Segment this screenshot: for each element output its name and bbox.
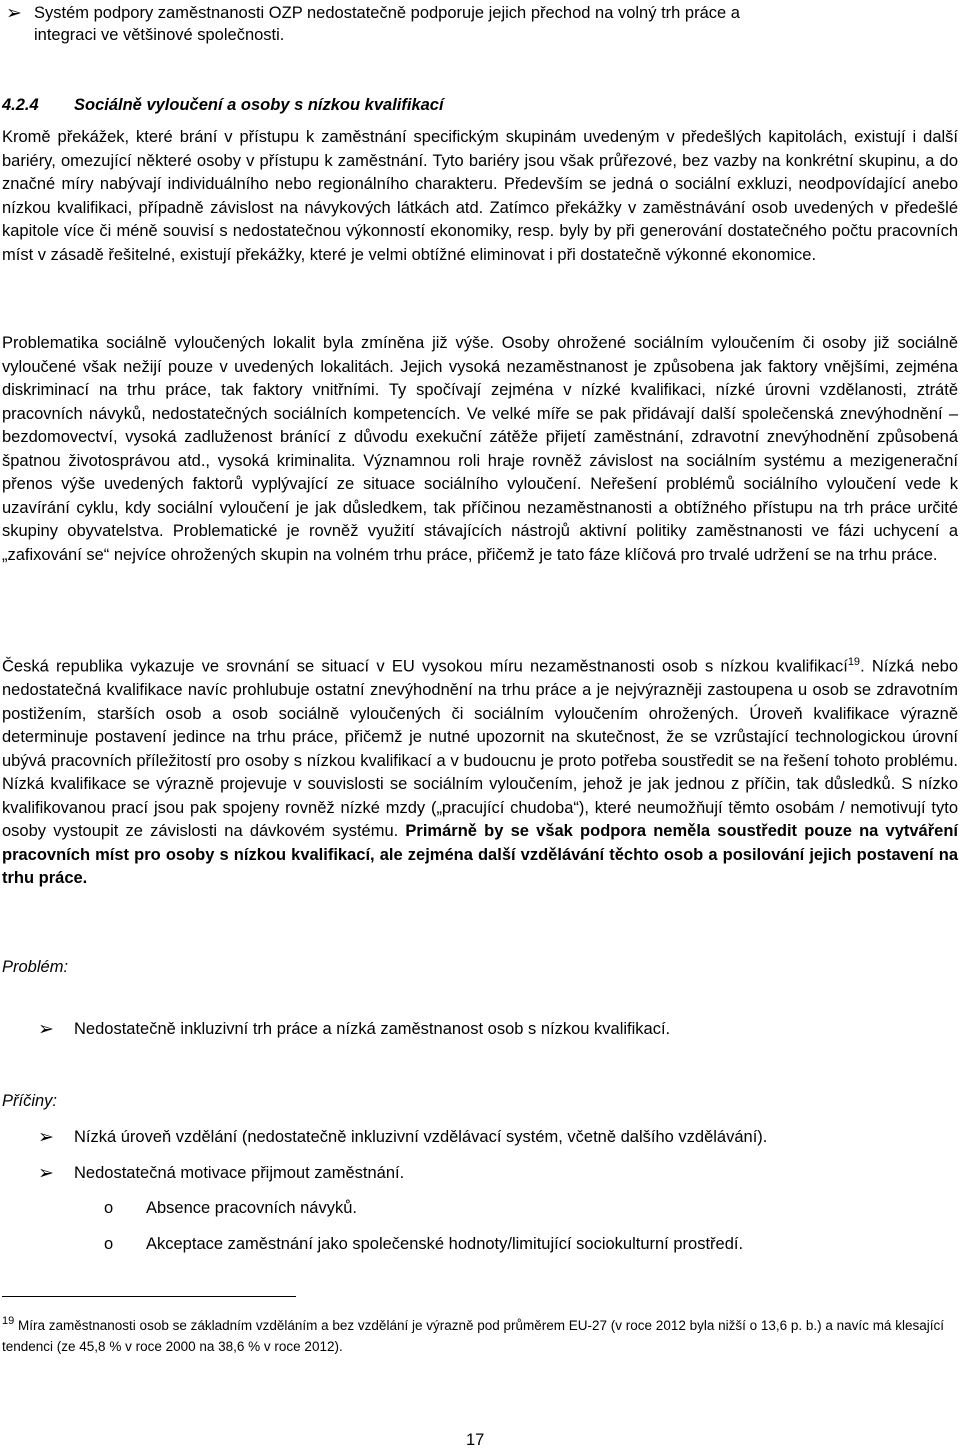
paragraph-3-text-b: . Nízká nebo nedostatečná kvalifikace navíc prohlubuje ostatní znevýhodnění na trhu práce a je nejvýrazněji zastoupena u osob se zdravotním postižením, starších osob a osob sociálně vyloučených či sociálním vyloučením ohrožených. Úroveň kvalifikace výrazně determinuje postavení jedince na trhu práce, přičemž je nutné upozornit na skutečnost, že se vzrůstající technologickou úrovní ubývá pracovních příležitostí pro osoby s nízkou kvalifikací a v budoucnu je proto potřeba soustředit se na řešení tohoto problému. Nízká kvalifikace se výrazně projevuje v souvislosti se sociálním vyloučením, jehož je jak jednou z příčin, tak důsledků. S nízko kvalifikovanou prací jsou pak spojeny rovněž nízké mzdy („pracující chudoba“), které neumožňují těmto osobám / nemotivují tyto osoby vystoupit ze závislosti na dávkovém systému. — [2, 657, 958, 840]
section-title: Sociálně vyloučení a osoby s nízkou kvalifikací — [74, 96, 444, 114]
cause-subitem-text: Absence pracovních návyků. — [146, 1199, 357, 1217]
footnote-separator — [2, 1296, 296, 1297]
causes-label: Příčiny: — [2, 1092, 58, 1110]
circle-bullet-icon: o — [104, 1199, 114, 1217]
section-number: 4.2.4 — [2, 96, 39, 114]
paragraph-3-bold: Primárně by se však podpora neměla soustředit pouze na vytváření pracovních míst pro osoby s nízkou kvalifikací, ale zejména další vzdělávání těchto osob a posilování jejich postavení na trhu práce. — [2, 822, 958, 887]
top-bullet-line1: Systém podpory zaměstnanosti OZP nedostatečně podporuje jejich přechod na volný trh práce a — [34, 4, 740, 22]
problem-label: Problém: — [2, 958, 69, 976]
arrow-bullet-icon: ➢ — [38, 1018, 54, 1040]
footnote-ref: 19 — [847, 656, 861, 668]
page-number: 17 — [466, 1431, 485, 1449]
section-heading — [2, 96, 444, 115]
circle-bullet-icon: o — [104, 1235, 114, 1253]
top-bullet-line2: integraci ve většinové společnosti. — [34, 26, 285, 44]
paragraph-3 — [2, 651, 958, 891]
footnote-number: 19 — [2, 1315, 15, 1327]
arrow-bullet-icon: ➢ — [38, 1162, 54, 1184]
paragraph-3-text-a: Česká republika vykazuje ve srovnání se situací v EU vysokou míru nezaměstnanosti osob s nízkou kvalifikací — [2, 657, 848, 676]
arrow-bullet-icon: ➢ — [38, 1126, 54, 1148]
cause-item-text: Nízká úroveň vzdělání (nedostatečně inkluzivní vzdělávací systém, včetně dalšího vzdělávání). — [74, 1128, 768, 1146]
cause-subitem-text: Akceptace zaměstnání jako společenské hodnoty/limitující sociokulturní prostředí. — [146, 1235, 744, 1253]
arrow-bullet-icon: ➢ — [6, 2, 22, 24]
footnote-text: Míra zaměstnanosti osob se základním vzděláním a bez vzdělání je výrazně pod průměrem EU-27 (v roce 2012 byla nižší o 13,6 p. b.) a navíc má klesající tendenci (ze 45,8 % v roce 2000 na 38,6 % v roce 2012). — [2, 1318, 944, 1354]
paragraph-2: Problematika sociálně vyloučených lokalit byla zmíněna již výše. Osoby ohrožené sociálním vyloučením či osoby již sociálně vyloučené však nežijí pouze v uvedených lokalitách. Jejich vysoká nezaměstnanost je způsobena jak faktory vnějšími, zejména diskriminací na trhu práce, tak faktory vnitřními. Ty spočívají zejména v nízké kvalifikaci, nízké úrovni vzdělanosti, ztrátě pracovních návyků, nedostatečných sociálních kompetencích. Ve velké míře se pak přidávají další společenská znevýhodnění – bezdomovectví, vysoká zadluženost bránící z důvodu exekuční zátěže přijetí zaměstnání, zdravotní znevýhodnění způsobená špatnou životosprávou atd., vysoká kriminalita. Významnou roli hraje rovněž závislost na sociálním systému a mezigenerační přenos výše uvedených faktorů vyplývající ze situace sociálního vyloučení. Neřešení problémů sociálního vyloučení vede k uzavírání cyklu, kdy sociální vyloučení je jak důsledkem, tak příčinou nezaměstnanosti a obtížného přístupu na trh práce určité skupiny obyvatelstva. Problematické je rovněž využití stávajících nástrojů aktivní politiky zaměstnanosti ve fázi uchycení a „zafixování se“ nejvíce ohrožených skupin na volném trhu práce, přičemž je tato fáze klíčová pro trvalé udržení se na trhu práce. — [2, 334, 958, 564]
paragraph-1: Kromě překážek, které brání v přístupu k zaměstnání specifickým skupinám uvedeným v předešlých kapitolách, existují i další bariéry, omezující některé osoby v přístupu k zaměstnání. Tyto bariéry jsou však průřezové, bez vazby na konkrétní skupinu, a do značné míry nabývají individuálního nebo regionálního charakteru. Především se jedná o sociální exkluzi, neodpovídající anebo nízkou kvalifikaci, případně závislost na návykových látkách atd. Zatímco překážky v zaměstnávání osob uvedených v předešlé kapitole více či méně souvisí s nedostatečnou výkonností ekonomiky, resp. byly by při generování dostatečného počtu pracovních míst v zásadě řešitelné, existují překážky, které je velmi obtížné eliminovat i při dostatečně výkonné ekonomice. — [2, 128, 958, 264]
cause-item-text: Nedostatečná motivace přijmout zaměstnání. — [74, 1164, 405, 1182]
problem-item-text: Nedostatečně inkluzivní trh práce a nízká zaměstnanost osob s nízkou kvalifikací. — [74, 1020, 671, 1038]
footnote — [2, 1316, 958, 1356]
